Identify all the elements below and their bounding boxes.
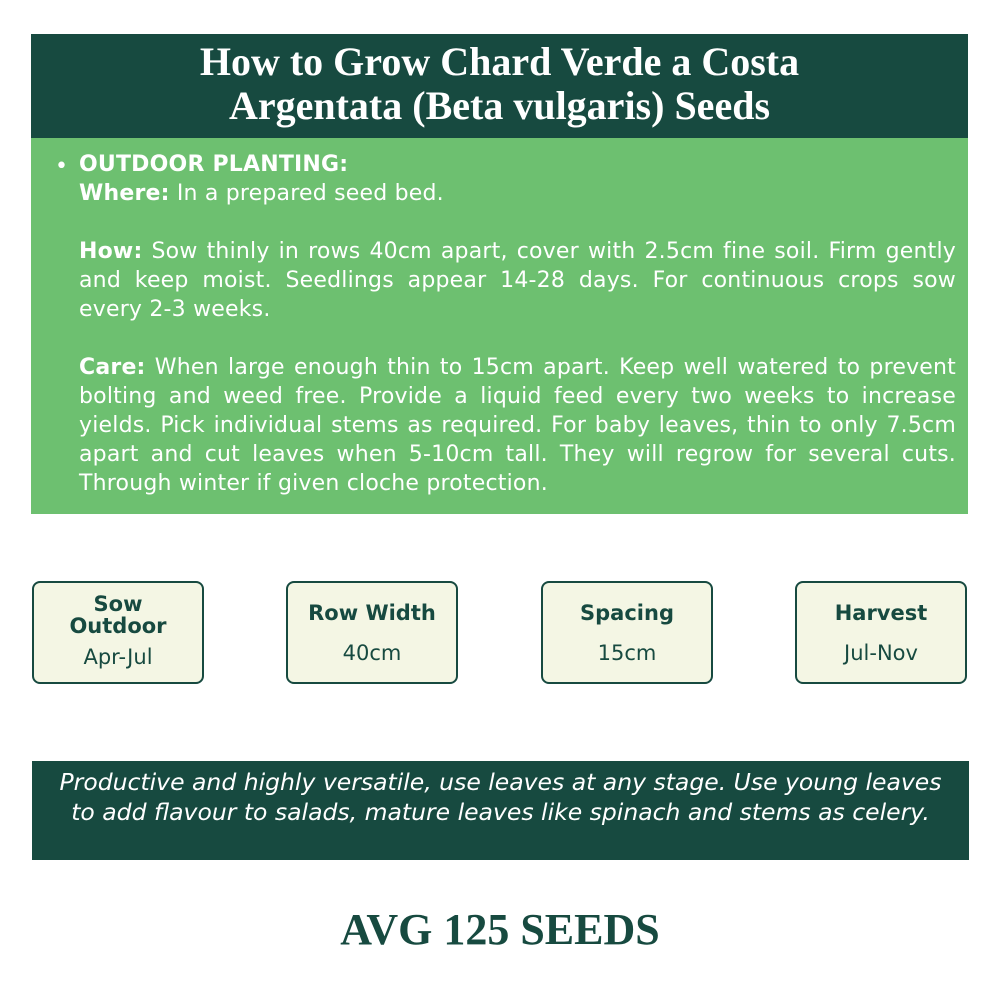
sow-outdoor-label: [34, 593, 202, 637]
spacing-value: 15cm: [597, 641, 657, 665]
title-line-2: Argentata (Beta vulgaris) Seeds: [228, 83, 771, 128]
care-text: When large enough thin to 15cm apart. Keep well watered to prevent bolting and weed free. Provide a liquid feed every two weeks to increase yields. Pick individual stems as required. For baby leaves, thin to only 7.5cm apart and cut leaves when 5-10cm tall. They will regrow for several cuts. Through winter if given cloche protection.: [79, 355, 956, 496]
outdoor-planting-section: [79, 150, 956, 208]
description-band: [32, 761, 969, 860]
care-label: Care:: [79, 355, 146, 380]
where-label: Where:: [79, 181, 170, 206]
sow-label-line-2: Outdoor: [69, 614, 167, 638]
how-label: How:: [79, 239, 143, 264]
title-line-1: How to Grow Chard Verde a Costa: [199, 39, 800, 84]
harvest-card: [795, 581, 967, 684]
row-width-card: [286, 581, 458, 684]
how-text: Sow thinly in rows 40cm apart, cover with 2.5cm fine soil. Firm gently and keep moist. Seedlings appear 14-28 days. For continuous crops sow every 2-3 weeks.: [79, 239, 956, 322]
where-text: In a prepared seed bed.: [169, 181, 444, 206]
harvest-label: Harvest: [834, 601, 928, 625]
row-width-value: 40cm: [342, 641, 402, 665]
spacing-label: Spacing: [580, 601, 674, 625]
planting-body: [79, 150, 956, 498]
planting-instructions-panel: [31, 138, 968, 514]
sow-label-line-1: Sow: [93, 592, 143, 616]
description-text: Productive and highly versatile, use leaves at any stage. Use young leaves to add flavour to salads, mature leaves like spinach and stems as celery.: [59, 768, 942, 826]
sow-outdoor-value: Apr-Jul: [83, 645, 153, 669]
page-title: [31, 34, 968, 138]
row-width-label: Row Width: [308, 601, 436, 625]
spacing-card: [541, 581, 713, 684]
care-section: [79, 353, 956, 498]
outdoor-planting-heading: OUTDOOR PLANTING:: [79, 152, 349, 177]
sow-outdoor-card: [32, 581, 204, 684]
bullet-icon: •: [55, 154, 68, 179]
how-section: [79, 237, 956, 324]
harvest-value: Jul-Nov: [844, 641, 918, 665]
seed-count: AVG 125 SEEDS: [340, 905, 660, 954]
